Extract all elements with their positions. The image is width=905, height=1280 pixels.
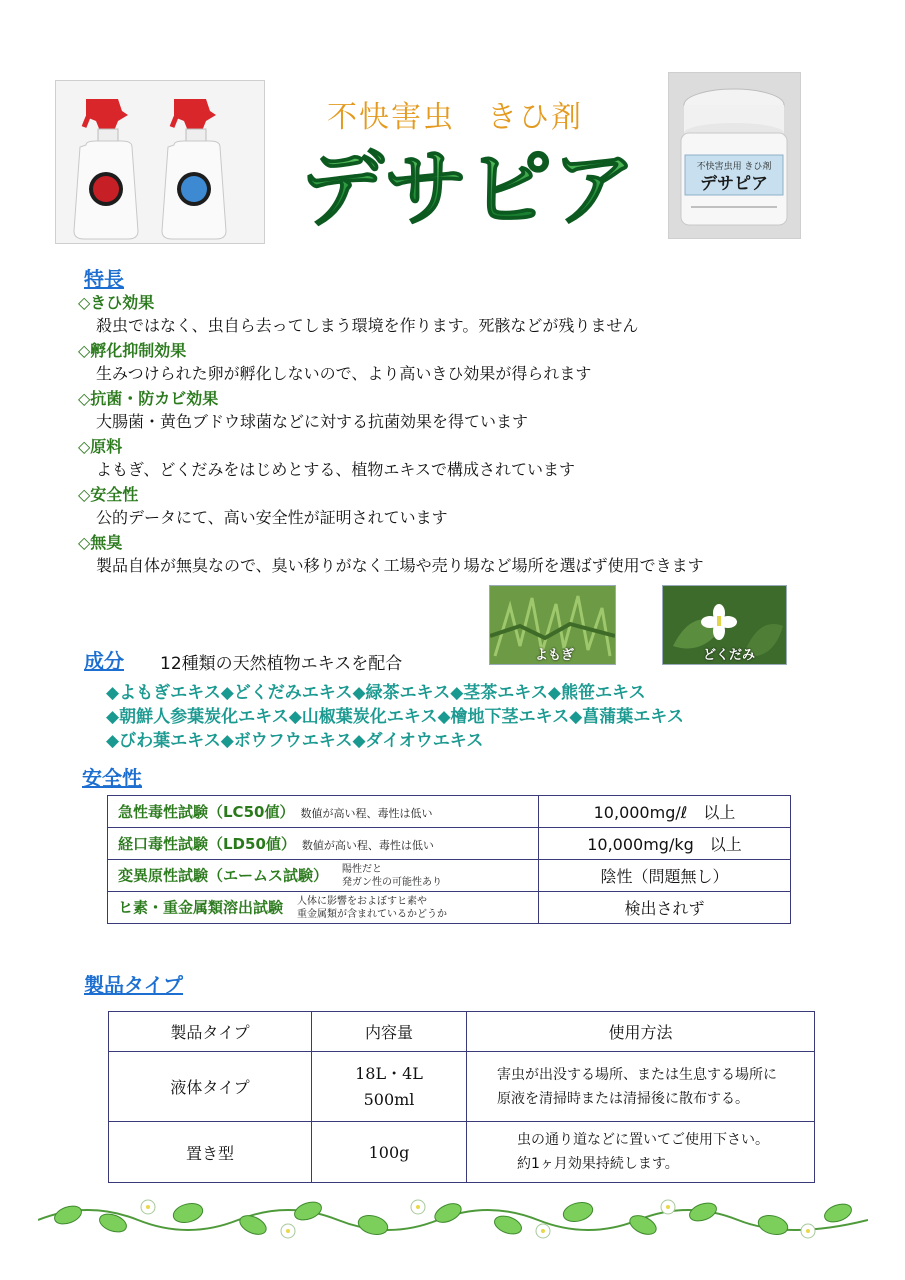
column-header: 製品タイプ: [109, 1012, 312, 1052]
title-text: デサピア: [299, 140, 637, 230]
safety-result: 検出されず: [539, 892, 791, 924]
feature-title: ◇安全性: [78, 485, 139, 504]
feature-title: ◇原料: [78, 437, 123, 456]
yomogi-photo: [489, 585, 616, 665]
feature-desc: 大腸菌・黄色ブドウ球菌などに対する抗菌効果を得ています: [96, 412, 529, 431]
table-row: [108, 860, 791, 892]
products-table: [108, 1011, 815, 1183]
product-type: 液体タイプ: [109, 1052, 312, 1122]
feature-desc: 公的データにて、高い安全性が証明されています: [96, 508, 448, 527]
feature-title: ◇孵化抑制効果: [78, 341, 187, 360]
feature-desc: 生みつけられた卵が孵化しないので、より高いきひ効果が得られます: [96, 364, 592, 383]
safety-test-note: 重金属類が含まれているかどうか: [297, 908, 448, 920]
feature-item: [78, 484, 798, 530]
feature-desc: 製品自体が無臭なので、臭い移りがなく工場や売り場など場所を選ばず使用できます: [96, 556, 704, 575]
feature-title: ◇きひ効果: [78, 293, 155, 312]
feature-item: [78, 340, 798, 386]
component-line: ◆よもぎエキス◆どくだみエキス◆緑茶エキス◆茎茶エキス◆熊笹エキス: [106, 683, 646, 703]
product-volume: 18L・4L: [355, 1063, 423, 1083]
product-usage: 虫の通り道などに置いてご使用下さい。: [517, 1132, 769, 1148]
jar-photo: [668, 72, 801, 239]
feature-desc: よもぎ、どくだみをはじめとする、植物エキスで構成されています: [96, 460, 576, 479]
component-line: ◆びわ葉エキス◆ボウフウエキス◆ダイオウエキス: [106, 731, 484, 751]
feature-item: [78, 388, 798, 434]
components-heading: 成分: [84, 649, 124, 673]
components-list: [106, 681, 826, 753]
yomogi-caption: よもぎ: [535, 648, 575, 663]
safety-test-note: 数値が高い程、毒性は低い: [301, 839, 434, 852]
product-volume: 100g: [312, 1122, 467, 1183]
product-usage: 約1ヶ月効果持続します。: [517, 1156, 679, 1172]
jar-label-top: 不快害虫用 きひ剤: [696, 162, 772, 172]
product-subtitle: 不快害虫 きひ剤: [327, 100, 583, 135]
safety-test-note: 人体に影響をおよぼすヒ素や: [297, 895, 428, 907]
safety-table: [107, 795, 791, 924]
table-row: [109, 1122, 815, 1183]
jar-label-name: デサピア: [700, 174, 768, 194]
product-volume: 500ml: [363, 1089, 415, 1109]
column-header: 内容量: [312, 1012, 467, 1052]
column-header: 使用方法: [467, 1012, 815, 1052]
safety-test-note: 発ガン性の可能性あり: [342, 876, 443, 888]
feature-item: [78, 436, 798, 482]
dokudami-photo: [662, 585, 787, 665]
product-usage: 原液を清掃時または清掃後に散布する。: [497, 1090, 749, 1107]
dokudami-caption: どくだみ: [703, 648, 756, 663]
product-title-logo: [288, 140, 648, 230]
feature-title: ◇抗菌・防カビ効果: [78, 389, 219, 408]
table-row: [108, 892, 791, 924]
table-row: [108, 828, 791, 860]
table-row: [108, 796, 791, 828]
feature-item: [78, 292, 798, 338]
spray-bottles-photo: [55, 80, 265, 244]
safety-test-note: 陽性だと: [342, 863, 383, 875]
features-heading: 特長: [84, 267, 124, 291]
safety-result: 10,000mg/ℓ 以上: [539, 796, 791, 828]
safety-heading: 安全性: [82, 766, 142, 790]
components-lead: 12種類の天然植物エキスを配合: [160, 654, 403, 674]
safety-test-name: 急性毒性試験（LC50値）: [118, 803, 295, 821]
table-row: [109, 1052, 815, 1122]
products-heading: 製品タイプ: [84, 973, 183, 997]
features-list: [78, 292, 798, 580]
safety-result: 陰性（問題無し）: [539, 860, 791, 892]
safety-test-name: 経口毒性試験（LD50値）: [118, 835, 296, 853]
safety-test-note: 数値が高い程、毒性は低い: [300, 807, 433, 820]
decorative-vine: [38, 1185, 868, 1245]
safety-test-name: ヒ素・重金属類溶出試験: [118, 898, 284, 916]
product-type: 置き型: [109, 1122, 312, 1183]
component-line: ◆朝鮮人参葉炭化エキス◆山椒葉炭化エキス◆檜地下茎エキス◆菖蒲葉エキス: [106, 707, 684, 727]
table-header-row: [109, 1012, 815, 1052]
feature-item: [78, 532, 798, 578]
feature-title: ◇無臭: [78, 533, 123, 552]
safety-result: 10,000mg/kg 以上: [539, 828, 791, 860]
safety-test-name: 変異原性試験（エームス試験）: [118, 866, 329, 884]
feature-desc: 殺虫ではなく、虫自ら去ってしまう環境を作ります。死骸などが残りません: [96, 316, 639, 335]
product-usage: 害虫が出没する場所、または生息する場所に: [497, 1066, 777, 1083]
